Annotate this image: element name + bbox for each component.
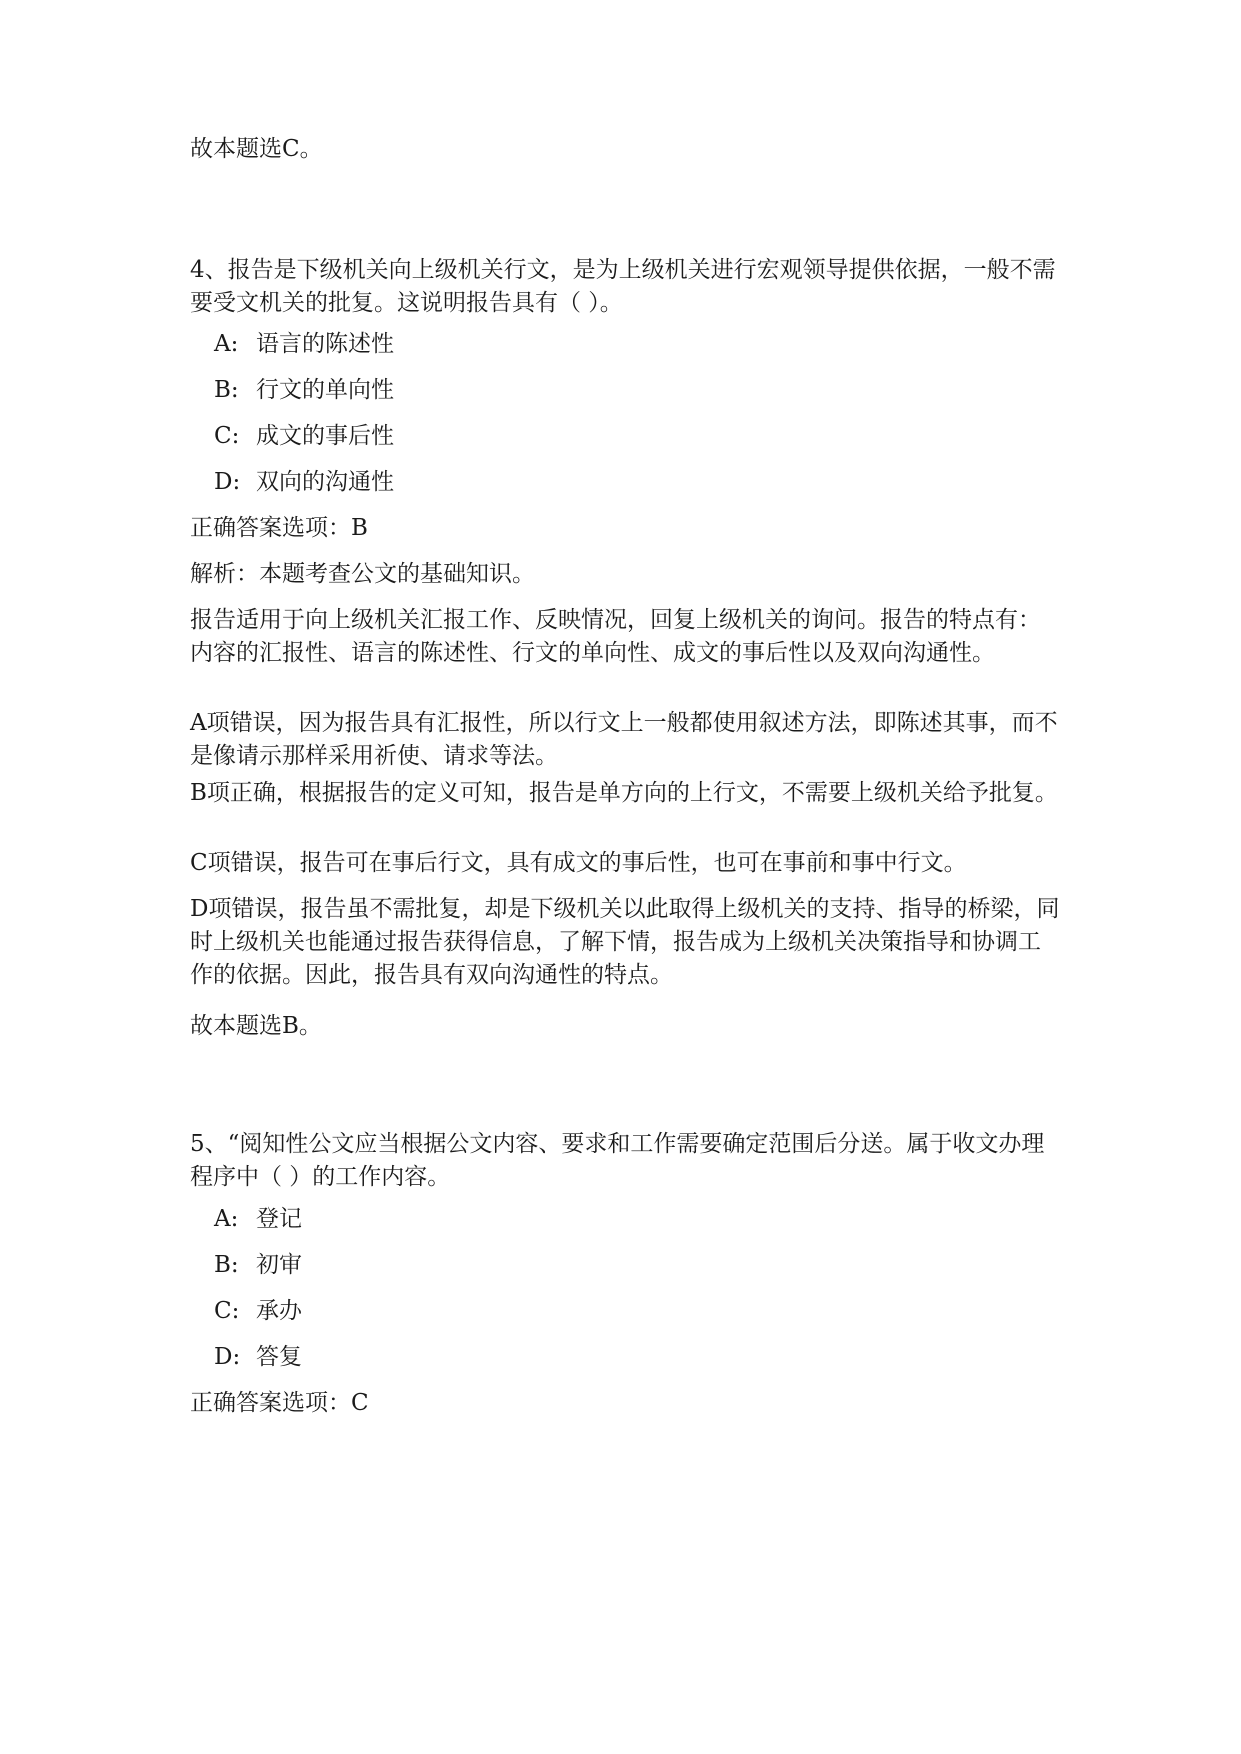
- question-5-option-c: [214, 1295, 302, 1328]
- option-key: B:: [214, 1252, 239, 1278]
- question-4-analysis-option-b: B项正确，根据报告的定义可知，报告是单方向的上行文，不需要上级机关给予批复。: [190, 780, 1058, 806]
- question-4-option-c: [214, 420, 394, 453]
- option-text: 答复: [256, 1344, 302, 1370]
- question-4-option-b: [214, 374, 394, 407]
- option-text: 成文的事后性: [256, 423, 394, 449]
- option-key: D:: [214, 469, 241, 495]
- option-text: 承办: [256, 1298, 302, 1324]
- option-text: 初审: [256, 1252, 302, 1278]
- question-5-option-d: [214, 1341, 302, 1374]
- question-4-stem: 4、报告是下级机关向上级机关行文，是为上级机关进行宏观领导提供依据，一般不需要受文机关的批复。这说明报告具有（ ）。: [190, 257, 1056, 316]
- question-4-option-a: [214, 328, 394, 361]
- question-4-analysis-option-c: C项错误，报告可在事后行文，具有成文的事后性，也可在事前和事中行文。: [190, 850, 967, 876]
- question-4-analysis-option-a: A项错误，因为报告具有汇报性，所以行文上一般都使用叙述方法，即陈述其事，而不是像请示那样采用祈使、请求等法。: [190, 710, 1058, 769]
- option-key: B:: [214, 377, 239, 403]
- question-5-stem: 5、“阅知性公文应当根据公文内容、要求和工作需要确定范围后分送。属于收文办理程序中（ ）的工作内容。: [190, 1131, 1045, 1190]
- question-5-answer: 正确答案选项：C: [190, 1390, 369, 1416]
- option-text: 行文的单向性: [256, 377, 394, 403]
- option-key: A:: [214, 331, 239, 357]
- option-key: C:: [214, 1298, 240, 1324]
- question-4-analysis-paragraph: 报告适用于向上级机关汇报工作、反映情况，回复上级机关的询问。报告的特点有：内容的汇报性、语言的陈述性、行文的单向性、成文的事后性以及双向沟通性。: [190, 607, 1041, 666]
- question-4-option-d: [214, 466, 394, 499]
- option-text: 语言的陈述性: [256, 331, 394, 357]
- question-4-answer: 正确答案选项：B: [190, 515, 368, 541]
- option-text: 登记: [256, 1206, 302, 1232]
- question-5-option-a: [214, 1203, 302, 1236]
- option-key: C:: [214, 423, 240, 449]
- option-key: A:: [214, 1206, 239, 1232]
- previous-question-conclusion: 故本题选C。: [190, 136, 323, 162]
- question-4-analysis-option-d: D项错误，报告虽不需批复，却是下级机关以此取得上级机关的支持、指导的桥梁，同时上级机关也能通过报告获得信息，了解下情，报告成为上级机关决策指导和协调工作的依据。因此，报告具有双向沟通性的特点。: [190, 896, 1060, 988]
- option-text: 双向的沟通性: [256, 469, 394, 495]
- question-4-conclusion: 故本题选B。: [190, 1013, 322, 1039]
- question-5-option-b: [214, 1249, 302, 1282]
- question-4-analysis-intro: 解析：本题考查公文的基础知识。: [190, 561, 535, 587]
- option-key: D:: [214, 1344, 241, 1370]
